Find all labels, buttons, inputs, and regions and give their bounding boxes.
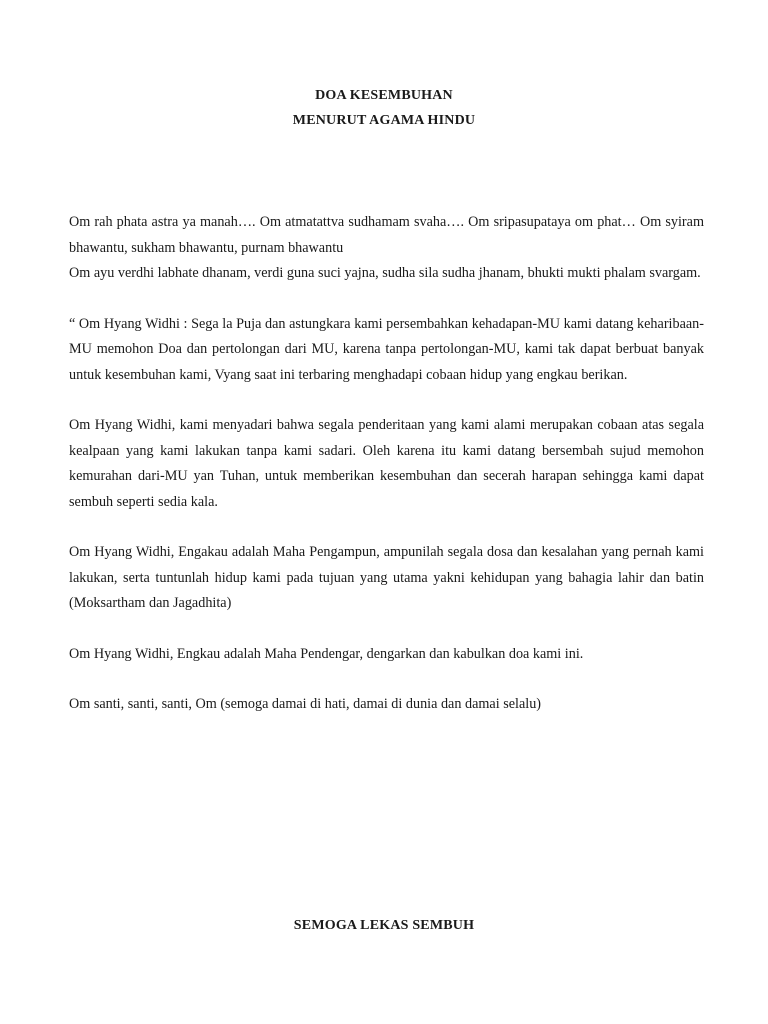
paragraph-prayer-3: Om Hyang Widhi, Engakau adalah Maha Pengampun, ampunilah segala dosa dan kesalahan yang pernah kami lakukan, serta tuntunlah hidup kami pada tujuan yang utama yakni kehidupan yang bahagia lahir dan batin (Moksartham dan Jagadhita) xyxy=(69,544,704,611)
paragraph-closing-mantra: Om santi, santi, santi, Om (semoga damai di hati, damai di dunia dan damai selalu) xyxy=(69,696,542,712)
paragraph-prayer-4: Om Hyang Widhi, Engkau adalah Maha Pendengar, dengarkan dan kabulkan doa kami ini. xyxy=(69,645,584,662)
paragraph-prayer-1: “ Om Hyang Widhi : Sega la Puja dan astungkara kami persembahkan kehadapan-MU kami datang keharibaan-MU memohon Doa dan pertolongan dari MU, karena tanpa pertolongan-MU, kami tak dapat berbuat banyak untuk kesembuhan kami, Vyang saat ini terbaring menghadapi cobaan hidup yang engkau berikan. xyxy=(69,315,704,383)
paragraph-mantra-1: Om rah phata astra ya manah…. Om atmatattva sudhamam svaha…. Om sripasupataya om phat… Om syiram bhawantu, sukham bhawantu, purnam bhawantu xyxy=(69,214,704,256)
closing-text: SEMOGA LEKAS SEMBUH xyxy=(293,918,475,933)
paragraph-prayer-2: Om Hyang Widhi, kami menyadari bahwa segala penderitaan yang kami alami merupakan cobaan atas segala kealpaan yang kami lakukan tanpa kami sadari. Oleh karena itu kami datang bersembah sujud memohon kemurahan dari-MU yan Tuhan, untuk memberikan kesembuhan dan secerah harapan sehingga kami dapat sembuh seperti sedia kala. xyxy=(69,417,704,510)
paragraph-mantra-2: Om ayu verdhi labhate dhanam, verdi guna suci yajna, sudha sila sudha jhanam, bhukti mukti phalam svargam. xyxy=(69,265,701,281)
document-title: DOA KESEMBUHAN xyxy=(315,88,453,103)
document-subtitle: MENURUT AGAMA HINDU xyxy=(292,113,476,128)
document-body xyxy=(69,210,704,718)
